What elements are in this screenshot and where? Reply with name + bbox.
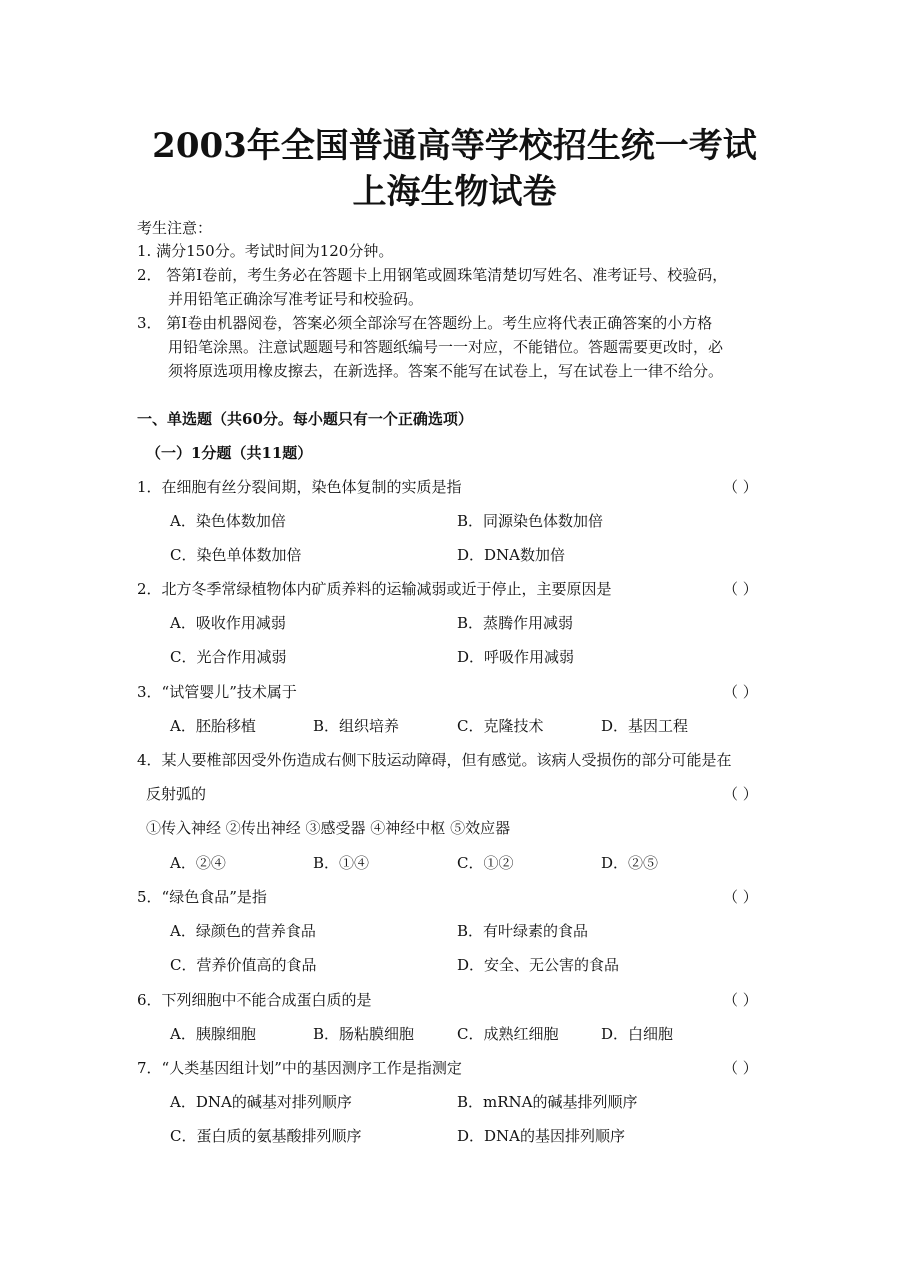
- answer-blank-3: （ ）: [723, 683, 758, 701]
- subsection-heading: （一）1分题（共11题）: [146, 444, 313, 462]
- question-3-stem: 3．“试管婴儿”技术属于: [137, 683, 297, 701]
- q2-option-a: A．吸收作用减弱: [170, 614, 286, 632]
- notice-heading: 考生注意：: [137, 219, 213, 237]
- answer-blank-4: （ ）: [723, 785, 758, 803]
- answer-blank-6: （ ）: [723, 991, 758, 1009]
- q7-option-b: B．mRNA的碱基排列顺序: [457, 1093, 638, 1111]
- q5-option-d: D．安全、无公害的食品: [457, 956, 620, 974]
- answer-blank-5: （ ）: [723, 888, 758, 906]
- q2-option-d: D．呼吸作用减弱: [457, 648, 575, 666]
- answer-blank-1: （ ）: [723, 478, 758, 496]
- answer-blank-2: （ ）: [723, 580, 758, 598]
- q1-option-b: B．同源染色体数加倍: [457, 512, 604, 530]
- notice-item-3-cont2: 须将原选项用橡皮擦去，在新选择。答案不能写在试卷上，写在试卷上一律不给分。: [168, 362, 724, 380]
- question-6-stem: 6．下列细胞中不能合成蛋白质的是: [137, 991, 372, 1009]
- notice-item-1: 1. 满分150分。考试时间为120分钟。: [137, 242, 394, 260]
- q5-option-c: C．营养价值高的食品: [170, 956, 317, 974]
- notice-item-3: 3． 第Ⅰ卷由机器阅卷，答案必须全部涂写在答题纷上。考生应将代表正确答案的小方格: [137, 314, 713, 332]
- q7-option-a: A．DNA的碱基对排列顺序: [170, 1093, 352, 1111]
- q4-option-d: D．②⑤: [601, 854, 659, 872]
- q5-option-a: A．绿颜色的营养食品: [170, 922, 316, 940]
- q3-option-d: D．基因工程: [601, 717, 689, 735]
- q4-option-b: B．①④: [313, 854, 370, 872]
- q7-option-c: C．蛋白质的氨基酸排列顺序: [170, 1127, 362, 1145]
- notice-item-2: 2． 答第Ⅰ卷前，考生务必在答题卡上用钢笔或圆珠笔清楚切写姓名、准考证号、校验码，: [137, 266, 728, 284]
- exam-title: 2003年全国普通高等学校招生统一考试: [152, 126, 757, 166]
- q3-option-c: C．克隆技术: [457, 717, 544, 735]
- notice-item-2-cont: 并用铅笔正确涂写准考证号和校验码。: [168, 290, 424, 308]
- question-4-stem-cont: 反射弧的: [146, 785, 207, 803]
- question-7-stem: 7．“人类基因组计划”中的基因测序工作是指测定: [137, 1059, 462, 1077]
- q6-option-c: C．成熟红细胞: [457, 1025, 559, 1043]
- question-2-stem: 2．北方冬季常绿植物体内矿质养料的运输减弱或近于停止，主要原因是: [137, 580, 612, 598]
- question-5-stem: 5．“绿色食品”是指: [137, 888, 267, 906]
- question-1-stem: 1．在细胞有丝分裂间期，染色体复制的实质是指: [137, 478, 462, 496]
- question-4-stem: 4．某人要椎部因受外伤造成右侧下肢运动障碍，但有感觉。该病人受损伤的部分可能是在: [137, 751, 732, 769]
- q6-option-a: A．胰腺细胞: [170, 1025, 256, 1043]
- answer-blank-7: （ ）: [723, 1059, 758, 1077]
- q6-option-b: B．肠粘膜细胞: [313, 1025, 415, 1043]
- q7-option-d: D．DNA的基因排列顺序: [457, 1127, 626, 1145]
- q2-option-c: C．光合作用减弱: [170, 648, 287, 666]
- section-heading: 一、单选题（共60分。每小题只有一个正确选项）: [137, 410, 473, 428]
- exam-subtitle: 上海生物试卷: [352, 172, 557, 212]
- q4-option-a: A．②④: [170, 854, 226, 872]
- q3-option-b: B．组织培养: [313, 717, 400, 735]
- q1-option-d: D．DNA数加倍: [457, 546, 566, 564]
- q6-option-d: D．白细胞: [601, 1025, 674, 1043]
- q4-option-c: C．①②: [457, 854, 514, 872]
- q1-option-c: C．染色单体数加倍: [170, 546, 302, 564]
- q3-option-a: A．胚胎移植: [170, 717, 256, 735]
- q2-option-b: B．蒸腾作用减弱: [457, 614, 574, 632]
- q5-option-b: B．有叶绿素的食品: [457, 922, 589, 940]
- notice-item-3-cont1: 用铅笔涂黑。注意试题题号和答题纸编号一一对应，不能错位。答题需要更改时，必: [168, 338, 724, 356]
- question-4-parts: ①传入神经 ②传出神经 ③感受器 ④神经中枢 ⑤效应器: [146, 819, 511, 837]
- q1-option-a: A．染色体数加倍: [170, 512, 286, 530]
